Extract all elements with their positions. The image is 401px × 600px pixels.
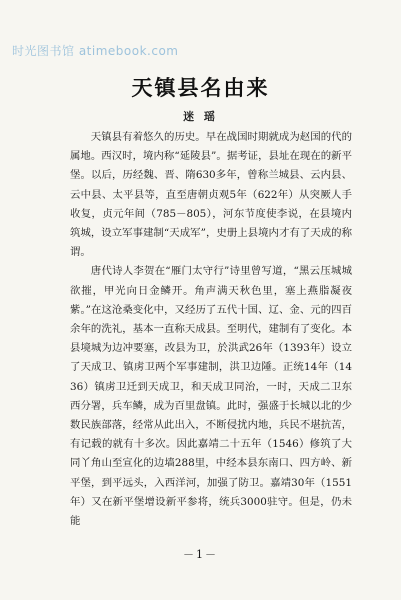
page-title: 天镇县名由来 [131, 75, 270, 100]
page-number: －1－ [183, 548, 218, 561]
paragraph-2: 唐代诗人李贺在“雁门太守行”诗里曾写道，“黑云压城城欲摧，甲光向日金鳞开。角声满天秋色里，塞上燕脂凝夜紫。”在这沧桑变化中，又经历了五代十国、辽、金、元的四百余年的洗礼，基本一直称天成县。至明代，建制有了变化。本县境城为边冲要塞，改县为卫，於洪武26年（1393年）设立了天成卫、镇虏卫两个军事建制，洪卫边陲。正统14年（1436）镇虏卫迁到天成卫，和天成卫同治，一时，天成二卫东西分署，兵车鳞，成为百里盘镇。此时，强盛于长城以北的少数民族部落，经常从此出入，不断侵扰内地，兵民不堪抗苦，有记载的就有十多次。因此嘉靖二十五年（1546）修筑了大同丫角山至宣化的边墙288里，中经本县东南口、四方岭、新平堡，到平远头，入西洋河，加强了防卫。嘉靖30年（1551年）又在新平堡增设新平参将，统兵3000驻守。但是，仍未能 [70, 265, 352, 528]
site-watermark: 时光图书馆 atimebook.com [12, 44, 179, 58]
article-body [70, 128, 352, 531]
paragraph-1: 天镇县有着悠久的历史。早在战国时期就成为赵国的代的属地。西汉时，境内称“延陵县”。据考证，县址在现在的新平堡。以后，历经魏、晋、隋630多年，曾称兰城县、云内县、云中县、太平县等，直至唐朝贞观5年（622年）从突厥人手收复，贞元年间（785－805），河东节度使李说，在县境内筑城，设立军事建制“天成军”，史册上县境内才有了天成的称谓。 [70, 131, 352, 259]
author-name: 迷 瑶 [183, 110, 218, 123]
